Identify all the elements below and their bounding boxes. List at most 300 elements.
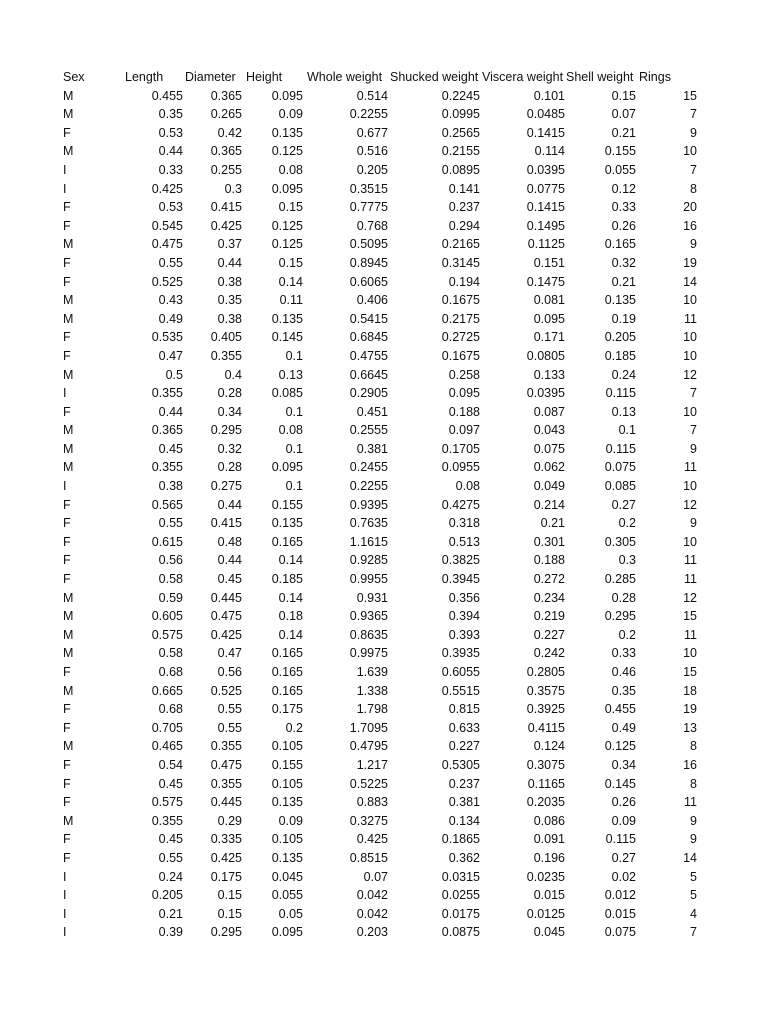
cell-length: 0.56 (158, 553, 183, 568)
cell-shucked-weight: 0.0315 (441, 869, 480, 884)
cell-diameter: 0.295 (210, 423, 242, 438)
cell-shell-weight: 0.19 (611, 311, 636, 326)
cell-viscera-weight: 0.3575 (526, 683, 565, 698)
cell-height: 0.175 (271, 702, 303, 717)
cell-whole-weight: 0.205 (356, 162, 388, 177)
cell-shucked-weight: 0.2725 (441, 330, 480, 345)
cell-viscera-weight: 0.1415 (526, 200, 565, 215)
table-row (0, 458, 768, 477)
cell-diameter: 0.37 (217, 237, 242, 252)
cell-whole-weight: 0.4795 (349, 739, 388, 754)
cell-rings: 7 (690, 925, 697, 940)
cell-height: 0.165 (271, 646, 303, 661)
cell-sex: M (63, 627, 74, 642)
cell-diameter: 0.445 (210, 590, 242, 605)
cell-sex: M (63, 813, 74, 828)
cell-viscera-weight: 0.043 (533, 423, 565, 438)
cell-diameter: 0.28 (217, 460, 242, 475)
cell-rings: 12 (683, 590, 697, 605)
cell-whole-weight: 1.7095 (349, 720, 388, 735)
cell-length: 0.35 (158, 107, 183, 122)
cell-shucked-weight: 0.0255 (441, 888, 480, 903)
cell-diameter: 0.175 (210, 869, 242, 884)
cell-shucked-weight: 0.1865 (441, 832, 480, 847)
table-row (0, 384, 768, 403)
table-row (0, 217, 768, 236)
cell-viscera-weight: 0.1475 (526, 274, 565, 289)
cell-sex: I (63, 869, 67, 884)
header-whole-weight: Whole weight (307, 70, 383, 84)
cell-shell-weight: 0.155 (604, 144, 636, 159)
cell-sex: M (63, 460, 74, 475)
cell-diameter: 0.425 (210, 627, 242, 642)
cell-whole-weight: 1.217 (356, 757, 388, 772)
table-row (0, 830, 768, 849)
table-row (0, 161, 768, 180)
cell-viscera-weight: 0.081 (533, 293, 565, 308)
table-row (0, 700, 768, 719)
header-sex: Sex (63, 70, 85, 84)
cell-viscera-weight: 0.095 (533, 311, 565, 326)
cell-rings: 20 (683, 200, 697, 215)
cell-shell-weight: 0.3 (618, 553, 636, 568)
cell-viscera-weight: 0.3925 (526, 702, 565, 717)
cell-diameter: 0.415 (210, 200, 242, 215)
cell-sex: F (63, 720, 71, 735)
cell-rings: 10 (683, 293, 697, 308)
cell-shucked-weight: 0.2565 (441, 125, 480, 140)
cell-whole-weight: 0.4755 (349, 348, 388, 363)
cell-shell-weight: 0.1 (618, 423, 636, 438)
cell-shell-weight: 0.27 (611, 497, 636, 512)
cell-whole-weight: 0.931 (356, 590, 388, 605)
cell-viscera-weight: 0.015 (533, 888, 565, 903)
cell-height: 0.05 (278, 906, 303, 921)
header-height: Height (246, 70, 283, 84)
cell-height: 0.1 (285, 479, 303, 494)
cell-shucked-weight: 0.318 (448, 516, 480, 531)
cell-sex: F (63, 665, 71, 679)
cell-diameter: 0.355 (210, 739, 242, 754)
cell-shell-weight: 0.34 (611, 757, 636, 772)
cell-sex: F (63, 534, 71, 549)
cell-rings: 11 (684, 460, 697, 475)
cell-viscera-weight: 0.301 (533, 534, 565, 549)
cell-shell-weight: 0.21 (611, 125, 636, 140)
cell-sex: M (63, 293, 74, 308)
cell-sex: I (63, 181, 67, 196)
cell-length: 0.58 (158, 572, 183, 587)
cell-sex: M (63, 590, 74, 605)
cell-height: 0.095 (271, 181, 303, 196)
cell-sex: M (63, 609, 74, 624)
cell-height: 0.125 (271, 237, 303, 252)
cell-diameter: 0.425 (210, 218, 242, 233)
table-row (0, 533, 768, 552)
cell-sex: I (63, 386, 67, 401)
cell-whole-weight: 1.338 (356, 683, 388, 698)
cell-diameter: 0.15 (217, 888, 242, 903)
cell-shell-weight: 0.455 (604, 702, 636, 717)
cell-sex: I (63, 906, 67, 921)
header-diameter: Diameter (185, 70, 236, 84)
cell-viscera-weight: 0.0395 (526, 386, 565, 401)
header-shell-weight: Shell weight (566, 70, 634, 84)
table-row (0, 626, 768, 645)
cell-sex: F (63, 516, 71, 531)
cell-height: 0.14 (278, 274, 303, 289)
cell-sex: M (63, 423, 74, 438)
cell-viscera-weight: 0.2805 (526, 665, 565, 679)
cell-sex: F (63, 348, 71, 363)
cell-diameter: 0.295 (210, 925, 242, 940)
cell-diameter: 0.355 (210, 776, 242, 791)
cell-shucked-weight: 0.3935 (441, 646, 480, 661)
cell-viscera-weight: 0.1125 (527, 237, 565, 252)
cell-length: 0.55 (158, 255, 183, 270)
cell-rings: 11 (684, 572, 697, 587)
cell-viscera-weight: 0.0235 (526, 869, 565, 884)
table-row (0, 682, 768, 701)
cell-length: 0.455 (151, 88, 183, 103)
cell-length: 0.44 (158, 404, 183, 419)
cell-sex: F (63, 832, 71, 847)
cell-rings: 5 (690, 869, 697, 884)
header-shucked-weight: Shucked weight (390, 70, 479, 84)
cell-length: 0.38 (158, 479, 183, 494)
cell-sex: M (63, 144, 74, 159)
cell-whole-weight: 0.6845 (349, 330, 388, 345)
cell-shell-weight: 0.32 (611, 255, 636, 270)
cell-diameter: 0.335 (210, 832, 242, 847)
cell-shell-weight: 0.26 (611, 795, 636, 810)
cell-shucked-weight: 0.5305 (441, 757, 480, 772)
cell-sex: F (63, 200, 71, 215)
cell-whole-weight: 0.768 (356, 218, 388, 233)
cell-sex: F (63, 218, 71, 233)
cell-length: 0.575 (151, 795, 183, 810)
cell-viscera-weight: 0.0395 (526, 162, 565, 177)
cell-rings: 7 (690, 423, 697, 438)
cell-whole-weight: 0.2555 (349, 423, 388, 438)
cell-height: 0.1 (285, 404, 303, 419)
cell-shell-weight: 0.165 (604, 237, 636, 252)
cell-diameter: 0.38 (217, 311, 242, 326)
cell-height: 0.165 (271, 665, 303, 679)
cell-shucked-weight: 0.513 (448, 534, 480, 549)
cell-length: 0.55 (158, 516, 183, 531)
cell-shucked-weight: 0.394 (448, 609, 480, 624)
cell-height: 0.09 (278, 813, 303, 828)
cell-whole-weight: 0.3515 (349, 181, 388, 196)
table-row (0, 496, 768, 515)
cell-rings: 18 (683, 683, 697, 698)
cell-rings: 9 (690, 516, 697, 531)
cell-shucked-weight: 0.258 (448, 367, 480, 382)
cell-height: 0.145 (271, 330, 303, 345)
cell-whole-weight: 0.07 (363, 869, 388, 884)
cell-rings: 11 (684, 553, 697, 568)
cell-rings: 4 (690, 906, 697, 921)
header-length: Length (125, 70, 164, 84)
cell-height: 0.105 (271, 832, 303, 847)
cell-rings: 16 (683, 218, 697, 233)
cell-shell-weight: 0.2 (618, 627, 636, 642)
cell-viscera-weight: 0.101 (533, 88, 565, 103)
cell-shell-weight: 0.075 (604, 925, 636, 940)
cell-length: 0.365 (151, 423, 183, 438)
cell-length: 0.45 (158, 832, 183, 847)
cell-shell-weight: 0.145 (604, 776, 636, 791)
table-row (0, 607, 768, 626)
cell-rings: 12 (683, 497, 697, 512)
cell-shucked-weight: 0.0995 (441, 107, 480, 122)
cell-diameter: 0.38 (217, 274, 242, 289)
table-row (0, 570, 768, 589)
cell-whole-weight: 0.5415 (349, 311, 388, 326)
cell-sex: M (63, 237, 74, 252)
cell-shell-weight: 0.15 (611, 88, 636, 103)
cell-shucked-weight: 0.1675 (441, 348, 480, 363)
cell-height: 0.14 (278, 627, 303, 642)
cell-viscera-weight: 0.188 (533, 553, 565, 568)
cell-shucked-weight: 0.3145 (441, 255, 480, 270)
cell-sex: F (63, 497, 71, 512)
cell-shucked-weight: 0.381 (448, 795, 480, 810)
cell-shucked-weight: 0.134 (448, 813, 480, 828)
cell-shucked-weight: 0.3945 (441, 572, 480, 587)
cell-diameter: 0.265 (210, 107, 242, 122)
cell-length: 0.24 (158, 869, 183, 884)
cell-viscera-weight: 0.3075 (526, 757, 565, 772)
cell-whole-weight: 0.5095 (349, 237, 388, 252)
cell-length: 0.355 (151, 813, 183, 828)
cell-shucked-weight: 0.4275 (441, 497, 480, 512)
cell-rings: 12 (683, 367, 697, 382)
table-row (0, 849, 768, 868)
table-row (0, 589, 768, 608)
cell-length: 0.665 (151, 683, 183, 698)
cell-sex: F (63, 553, 71, 568)
cell-shucked-weight: 0.393 (448, 627, 480, 642)
table-row (0, 868, 768, 887)
cell-viscera-weight: 0.114 (534, 144, 565, 159)
cell-sex: I (63, 479, 67, 494)
header-rings: Rings (639, 70, 671, 84)
table-row (0, 886, 768, 905)
cell-whole-weight: 0.883 (356, 795, 388, 810)
table-row (0, 254, 768, 273)
cell-sex: F (63, 274, 71, 289)
cell-viscera-weight: 0.133 (533, 367, 565, 382)
cell-height: 0.155 (271, 497, 303, 512)
data-table (0, 68, 768, 942)
cell-shell-weight: 0.12 (611, 181, 636, 196)
cell-viscera-weight: 0.1495 (526, 218, 565, 233)
cell-shell-weight: 0.115 (605, 832, 636, 847)
cell-rings: 11 (684, 795, 697, 810)
cell-rings: 19 (683, 702, 697, 717)
cell-height: 0.055 (271, 888, 303, 903)
cell-sex: F (63, 255, 71, 270)
cell-rings: 10 (683, 144, 697, 159)
cell-shucked-weight: 0.0895 (441, 162, 480, 177)
cell-rings: 15 (683, 665, 697, 679)
cell-length: 0.45 (158, 776, 183, 791)
cell-rings: 10 (683, 646, 697, 661)
cell-shucked-weight: 0.0175 (441, 906, 480, 921)
cell-viscera-weight: 0.1415 (526, 125, 565, 140)
cell-viscera-weight: 0.049 (533, 479, 565, 494)
cell-whole-weight: 0.9955 (349, 572, 388, 587)
table-row (0, 273, 768, 292)
cell-height: 0.095 (271, 460, 303, 475)
cell-height: 0.125 (271, 144, 303, 159)
cell-shell-weight: 0.07 (611, 107, 636, 122)
cell-rings: 13 (683, 720, 697, 735)
cell-shell-weight: 0.27 (611, 850, 636, 865)
cell-height: 0.165 (271, 683, 303, 698)
cell-rings: 10 (683, 330, 697, 345)
table-row (0, 421, 768, 440)
cell-sex: F (63, 330, 71, 345)
cell-shell-weight: 0.49 (611, 720, 636, 735)
cell-rings: 9 (690, 125, 697, 140)
cell-viscera-weight: 0.086 (533, 813, 565, 828)
cell-shucked-weight: 0.095 (448, 386, 480, 401)
cell-shucked-weight: 0.0875 (441, 925, 480, 940)
cell-shucked-weight: 0.5515 (441, 683, 480, 698)
table-row (0, 514, 768, 533)
cell-height: 0.125 (271, 218, 303, 233)
cell-sex: M (63, 367, 74, 382)
cell-diameter: 0.355 (210, 348, 242, 363)
cell-length: 0.49 (158, 311, 183, 326)
cell-sex: F (63, 795, 71, 810)
cell-whole-weight: 0.7635 (349, 516, 388, 531)
cell-whole-weight: 0.8515 (349, 850, 388, 865)
cell-diameter: 0.34 (217, 404, 242, 419)
cell-length: 0.53 (158, 125, 183, 140)
cell-height: 0.13 (278, 367, 303, 382)
cell-length: 0.47 (158, 348, 183, 363)
cell-rings: 9 (690, 441, 697, 456)
cell-shell-weight: 0.285 (604, 572, 636, 587)
cell-length: 0.68 (158, 702, 183, 717)
cell-whole-weight: 0.6065 (349, 274, 388, 289)
cell-whole-weight: 0.514 (356, 88, 388, 103)
cell-shucked-weight: 0.633 (448, 720, 480, 735)
cell-shell-weight: 0.33 (611, 646, 636, 661)
cell-diameter: 0.15 (217, 906, 242, 921)
cell-diameter: 0.475 (210, 609, 242, 624)
cell-viscera-weight: 0.091 (533, 832, 565, 847)
cell-whole-weight: 0.2255 (349, 107, 388, 122)
cell-sex: M (63, 107, 74, 122)
cell-whole-weight: 0.9365 (349, 609, 388, 624)
cell-whole-weight: 0.406 (356, 293, 388, 308)
cell-length: 0.535 (151, 330, 183, 345)
cell-shucked-weight: 0.3825 (441, 553, 480, 568)
cell-sex: F (63, 404, 71, 419)
cell-shucked-weight: 0.2165 (441, 237, 480, 252)
table-row (0, 235, 768, 254)
cell-diameter: 0.255 (210, 162, 242, 177)
table-row (0, 328, 768, 347)
cell-whole-weight: 0.677 (356, 125, 388, 140)
cell-shell-weight: 0.09 (611, 813, 636, 828)
cell-shucked-weight: 0.237 (448, 776, 480, 791)
cell-length: 0.54 (158, 757, 183, 772)
cell-length: 0.44 (158, 144, 183, 159)
cell-shell-weight: 0.28 (611, 590, 636, 605)
cell-sex: F (63, 572, 71, 587)
cell-rings: 5 (690, 888, 697, 903)
cell-whole-weight: 0.516 (356, 144, 388, 159)
table-row (0, 905, 768, 924)
cell-height: 0.095 (271, 925, 303, 940)
cell-length: 0.545 (151, 218, 183, 233)
cell-rings: 10 (683, 479, 697, 494)
table-row (0, 644, 768, 663)
cell-rings: 11 (684, 311, 697, 326)
cell-shell-weight: 0.24 (611, 367, 636, 382)
cell-length: 0.45 (158, 441, 183, 456)
cell-viscera-weight: 0.045 (533, 925, 565, 940)
cell-viscera-weight: 0.062 (533, 460, 565, 475)
cell-length: 0.39 (158, 925, 183, 940)
cell-rings: 8 (690, 739, 697, 754)
cell-whole-weight: 0.381 (356, 441, 388, 456)
cell-height: 0.135 (271, 516, 303, 531)
cell-height: 0.11 (279, 293, 303, 308)
cell-sex: F (63, 125, 71, 140)
cell-shucked-weight: 0.2175 (441, 311, 480, 326)
cell-length: 0.5 (165, 367, 183, 382)
cell-rings: 14 (683, 274, 697, 289)
cell-whole-weight: 0.8635 (349, 627, 388, 642)
cell-diameter: 0.55 (217, 720, 242, 735)
cell-diameter: 0.445 (210, 795, 242, 810)
cell-diameter: 0.365 (210, 88, 242, 103)
cell-shucked-weight: 0.6055 (441, 665, 480, 679)
cell-length: 0.475 (151, 237, 183, 252)
table-body (0, 87, 768, 942)
cell-shucked-weight: 0.815 (448, 702, 480, 717)
cell-sex: F (63, 702, 71, 717)
cell-whole-weight: 0.7775 (349, 200, 388, 215)
cell-rings: 8 (690, 776, 697, 791)
cell-diameter: 0.415 (210, 516, 242, 531)
cell-shucked-weight: 0.2245 (441, 88, 480, 103)
cell-diameter: 0.44 (217, 553, 242, 568)
cell-rings: 7 (690, 386, 697, 401)
cell-sex: M (63, 646, 74, 661)
table-row (0, 756, 768, 775)
cell-shucked-weight: 0.1675 (441, 293, 480, 308)
table-row (0, 310, 768, 329)
cell-diameter: 0.56 (217, 665, 242, 679)
cell-viscera-weight: 0.087 (533, 404, 565, 419)
header-viscera-weight: Viscera weight (482, 70, 564, 84)
table-row (0, 142, 768, 161)
cell-viscera-weight: 0.21 (540, 516, 565, 531)
table-row (0, 812, 768, 831)
cell-shucked-weight: 0.1705 (441, 441, 480, 456)
cell-sex: F (63, 757, 71, 772)
cell-viscera-weight: 0.214 (533, 497, 565, 512)
cell-height: 0.095 (271, 88, 303, 103)
